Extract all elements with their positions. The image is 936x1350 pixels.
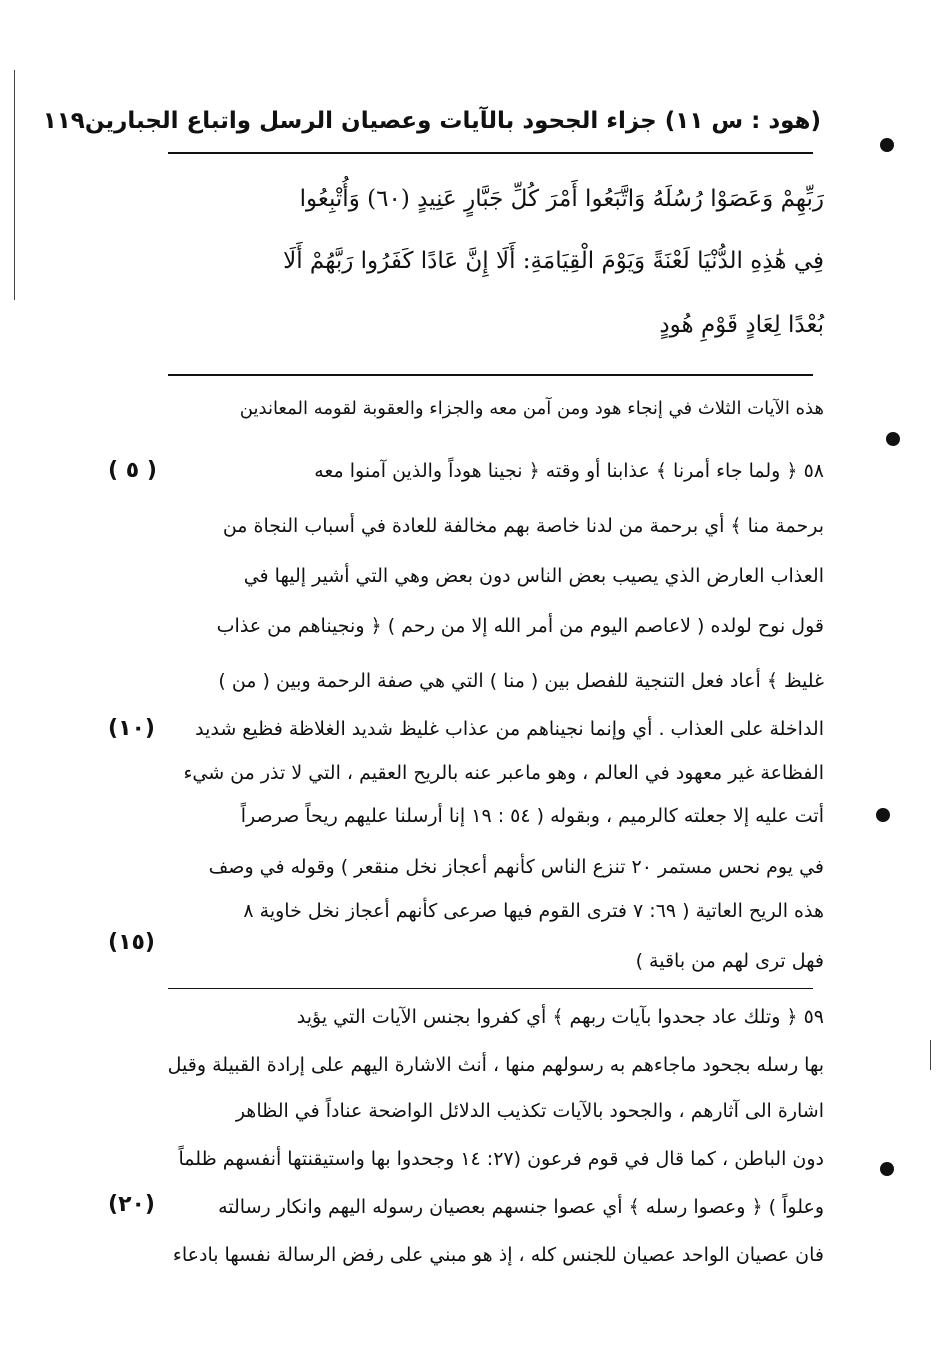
header-title: (هود : س ١١) جزاء الجحود بالآيات وعصيان الرسل واتباع الجبارين — [84, 108, 821, 134]
page-number: ١١٩ — [42, 108, 85, 134]
commentary-line: بها رسله بجحود ماجاءهم به رسولهم منها ، أنث الاشارة اليهم على إرادة القبيلة وقيل — [167, 1054, 824, 1076]
binding-hole-dot — [880, 138, 894, 152]
commentary-line: في يوم نحس مستمر ٢٠ تنزع الناس كأنهم أعجاز نخل منقعر ) وقوله في وصف — [208, 856, 824, 878]
commentary-line: قول نوح لولده ( لاعاصم اليوم من أمر الله إلا من رحم ) ﴿ ونجيناهم من عذاب — [216, 615, 824, 637]
commentary-line: اشارة الى آثارهم ، والجحود بالآيات تكذيب الدلائل الواضحة عناداً في الظاهر — [235, 1100, 824, 1122]
commentary-line: برحمة منا ﴾ أي برحمة من لدنا خاصة بهم مخالفة للعادة في أسباب النجاة من — [222, 515, 824, 537]
scan-edge-mark — [14, 70, 15, 300]
binding-hole-dot — [876, 808, 890, 822]
verse-line: بُعْدًا لِعَادٍ قَوْمِ هُودٍ — [659, 312, 824, 338]
commentary-line: العذاب العارض الذي يصيب بعض الناس دون بعض وهي التي أشير إليها في — [243, 565, 824, 587]
header-rule — [168, 152, 813, 154]
verse-separator-rule — [168, 374, 813, 376]
commentary-line: دون الباطن ، كما قال في قوم فرعون (٢٧: ١٤ وجحدوا بها واستيقنتها أنفسهم ظلماً — [178, 1148, 824, 1170]
binding-hole-dot — [886, 432, 900, 446]
commentary-line: الفظاعة غير معهود في العالم ، وهو ماعبر عنه بالريح العقيم ، التي لا تذر من شيء — [183, 762, 824, 784]
paragraph-separator-rule — [168, 988, 813, 989]
line-number-marker: (١٠) — [108, 716, 155, 741]
commentary-line: أتت عليه إلا جعلته كالرميم ، وبقوله ( ٥٤ : ١٩ إنا أرسلنا عليهم ريحاً صرصراً — [240, 805, 824, 827]
commentary-line: هذه الريح العاتية ( ٦٩: ٧ فترى القوم فيها صرعى كأنهم أعجاز نخل خاوية ٨ — [243, 900, 824, 922]
commentary-line: الداخلة على العذاب . أي وإنما نجيناهم من عذاب غليظ شديد الغلاظة فظيع شديد — [195, 718, 824, 740]
scan-edge-mark — [930, 1040, 931, 1070]
commentary-line: ٥٨ ﴿ ولما جاء أمرنا ﴾ عذابنا أو وقته ﴿ نجينا هوداً والذين آمنوا معه — [314, 460, 824, 482]
commentary-line: غليظ ﴾ أعاد فعل التنجية للفصل بين ( منا ) التي هي صفة الرحمة وبين ( من ) — [218, 670, 824, 692]
line-number-marker: (١٥) — [108, 930, 155, 955]
line-number-marker: ( ٥ ) — [108, 458, 157, 483]
commentary-line: فان عصيان الواحد عصيان للجنس كله ، إذ هو مبني على رفض الرسالة نفسها بادعاء — [172, 1244, 824, 1266]
binding-hole-dot — [880, 1162, 894, 1176]
commentary-line: وعلواً ) ﴿ وعصوا رسله ﴾ أي عصوا جنسهم بعصيان رسوله اليهم وانكار رسالته — [218, 1196, 824, 1218]
verse-line: رَبِّهِمْ وَعَصَوْا رُسُلَهُ وَاتَّبَعُوا أَمْرَ كُلِّ جَبَّارٍ عَنِيدٍ (٦٠) وَأُتْبِعُوا — [299, 186, 824, 212]
line-number-marker: (٢٠) — [108, 1192, 155, 1217]
commentary-line: فهل ترى لهم من باقية ) — [635, 950, 824, 972]
running-header — [42, 108, 821, 134]
verse-line: فِي هَٰذِهِ الدُّنْيَا لَعْنَةً وَيَوْمَ الْقِيَامَةِ: أَلَا إِنَّ عَادًا كَفَرُوا رَبَّهُمْ أَلَا — [283, 248, 824, 274]
commentary-line: ٥٩ ﴿ وتلك عاد جحدوا بآيات ربهم ﴾ أي كفروا بجنس الآيات التي يؤيد — [296, 1006, 824, 1028]
section-summary: هذه الآيات الثلاث في إنجاء هود ومن آمن معه والجزاء والعقوبة لقومه المعاندين — [239, 398, 824, 419]
